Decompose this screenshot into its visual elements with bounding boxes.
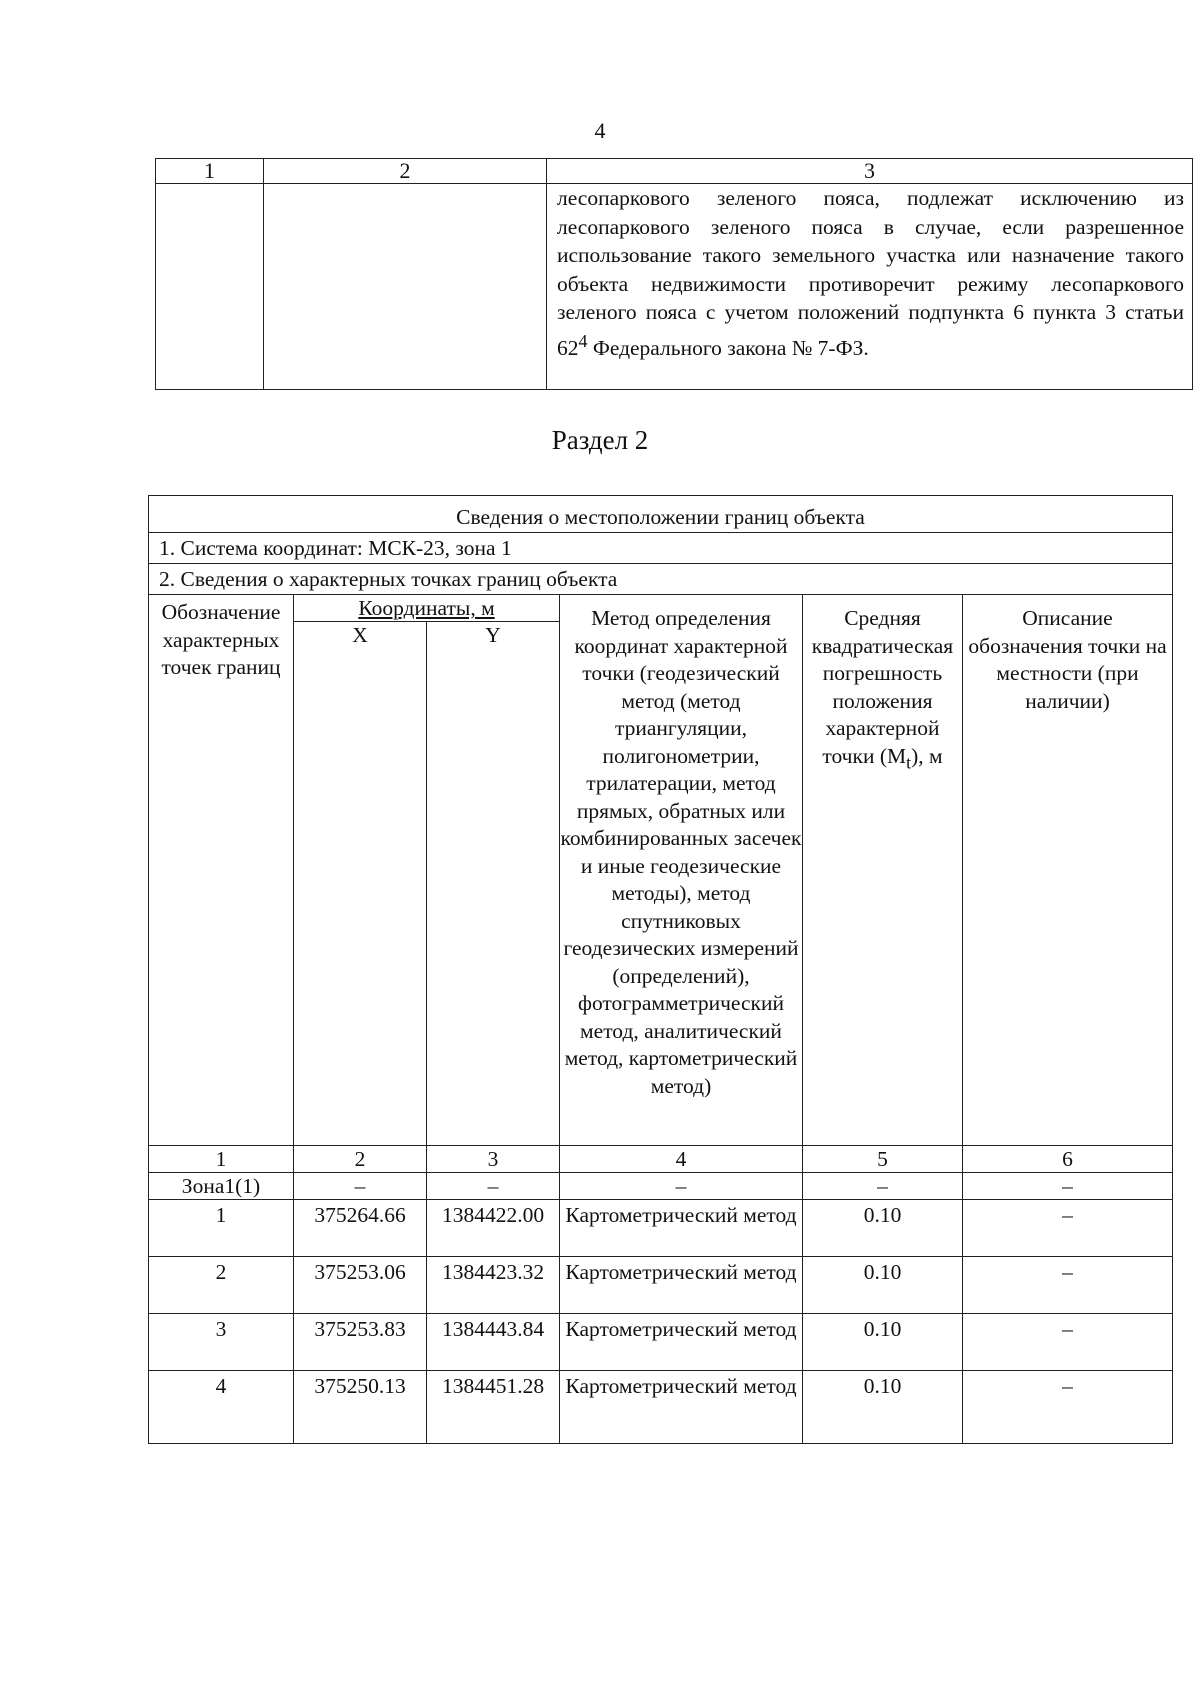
points-title-row: 2. Сведения о характерных точках границ объекта: [149, 564, 1173, 595]
zone-dash: –: [560, 1173, 803, 1200]
continuation-text-cell: [547, 184, 1193, 390]
table-title: Сведения о местоположении границ объекта: [149, 496, 1173, 533]
point-number: 2: [149, 1257, 294, 1314]
point-x: 375250.13: [294, 1371, 427, 1444]
point-y: 1384422.00: [427, 1200, 560, 1257]
column-header-1: 1: [156, 159, 264, 184]
continuation-table: [155, 158, 1193, 390]
table-row: [149, 1314, 1173, 1371]
zone-dash: –: [963, 1173, 1173, 1200]
empty-cell-2: [264, 184, 547, 390]
continuation-text: лесопаркового зеленого пояса, подлежат исключению из лесопаркового зеленого пояса в случае, если разрешенное использование такого земельного участка или назначение такого объекта недвижимости противоречит режиму лесопаркового зеленого пояса с учетом положений подпункта 6 пункта 3 статьи $62^4$ Федерального закона № 7-ФЗ.: [557, 186, 1184, 360]
point-description: –: [963, 1371, 1173, 1444]
point-error: 0.10: [803, 1314, 963, 1371]
point-number: 3: [149, 1314, 294, 1371]
column-number: 4: [560, 1146, 803, 1173]
point-number: 4: [149, 1371, 294, 1444]
point-error: 0.10: [803, 1200, 963, 1257]
point-y: 1384451.28: [427, 1371, 560, 1444]
boundary-points-table: [148, 495, 1173, 1444]
column-number: 6: [963, 1146, 1173, 1173]
header-description: Описание обозначения точки на местности (при наличии): [963, 595, 1173, 1146]
column-number: 5: [803, 1146, 963, 1173]
section-title: Раздел 2: [551, 425, 649, 455]
point-method: Картометрический метод: [560, 1314, 803, 1371]
header-error: Средняя квадратическая погрешность положения характерной точки $(M_t)$, м: [803, 595, 963, 1146]
column-number: 1: [149, 1146, 294, 1173]
point-number: 1: [149, 1200, 294, 1257]
point-method: Картометрический метод: [560, 1371, 803, 1444]
table-row: [149, 1371, 1173, 1444]
empty-cell-1: [156, 184, 264, 390]
header-designation: Обозначение характерных точек границ: [149, 595, 294, 1146]
point-error: 0.10: [803, 1257, 963, 1314]
zone-dash: –: [803, 1173, 963, 1200]
page-number: 4: [594, 118, 606, 143]
zone-row: [149, 1173, 1173, 1200]
column-number: 3: [427, 1146, 560, 1173]
coord-system-row: 1. Система координат: МСК-23, зона 1: [149, 533, 1173, 564]
zone-dash: –: [427, 1173, 560, 1200]
header-y: Y: [427, 622, 560, 1146]
point-description: –: [963, 1314, 1173, 1371]
point-description: –: [963, 1257, 1173, 1314]
table-row: [149, 1200, 1173, 1257]
point-y: 1384443.84: [427, 1314, 560, 1371]
point-method: Картометрический метод: [560, 1200, 803, 1257]
superscript-4: 4: [578, 330, 588, 351]
header-coordinates: Координаты, м: [294, 595, 560, 622]
column-header-3: 3: [547, 159, 1193, 184]
point-method: Картометрический метод: [560, 1257, 803, 1314]
point-description: –: [963, 1200, 1173, 1257]
column-number-row: [149, 1146, 1173, 1173]
point-y: 1384423.32: [427, 1257, 560, 1314]
zone-dash: –: [294, 1173, 427, 1200]
point-error: 0.10: [803, 1371, 963, 1444]
continuation-body-row: [156, 184, 1193, 390]
point-x: 375253.06: [294, 1257, 427, 1314]
header-x: X: [294, 622, 427, 1146]
point-x: 375264.66: [294, 1200, 427, 1257]
zone-label: Зона1(1): [149, 1173, 294, 1200]
table-row: [149, 1257, 1173, 1314]
column-number: 2: [294, 1146, 427, 1173]
point-x: 375253.83: [294, 1314, 427, 1371]
header-method: Метод определения координат характерной точки (геодезический метод (метод триангуляции, полигонометрии, трилатерации, метод прямых, обратных или комбинированных засечек и иные геодезические методы), метод спутниковых геодезических измерений (определений), фотограмметрический метод, аналитический метод, картометрический метод): [560, 595, 803, 1146]
continuation-header-row: [156, 159, 1193, 184]
column-header-2: 2: [264, 159, 547, 184]
